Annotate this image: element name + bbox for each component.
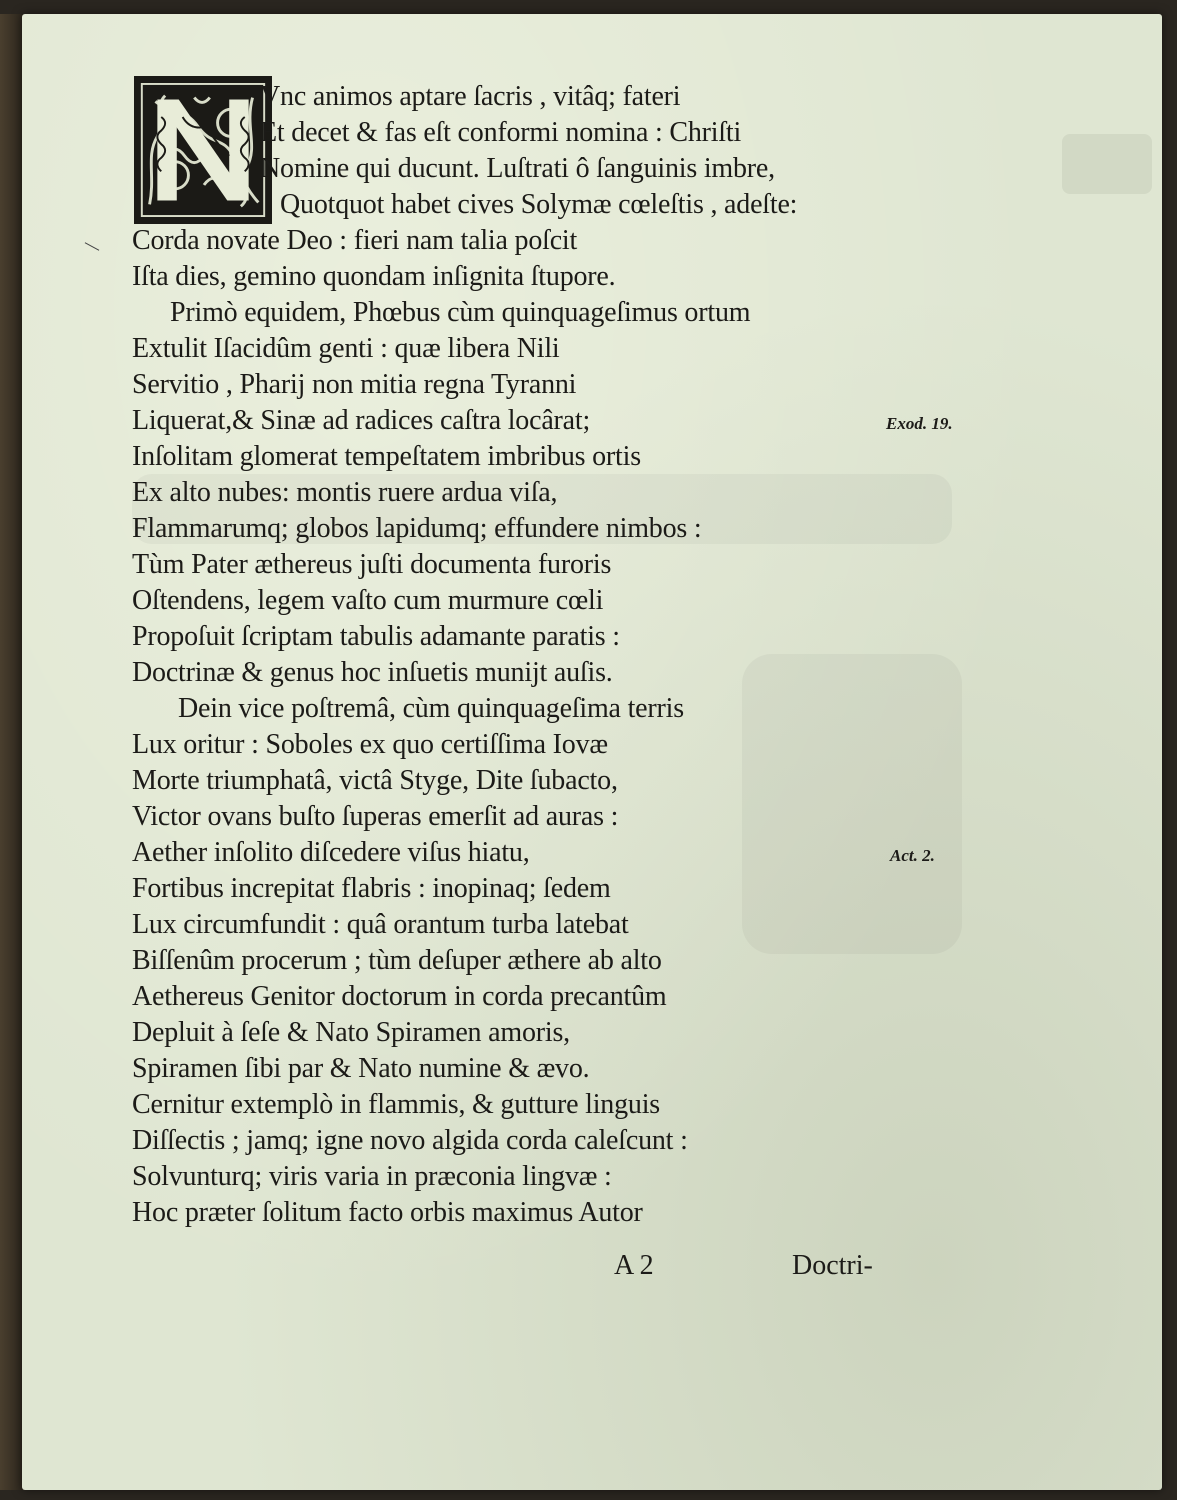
verse-line-13: Flammarumq; globos lapidumq; effundere nimbos : bbox=[132, 513, 702, 544]
ornamental-letter-n-icon bbox=[136, 78, 270, 222]
decorated-initial bbox=[134, 76, 272, 224]
verse-line-23: Fortibus increpitat flabris : inopinaq; ſedem bbox=[132, 873, 611, 904]
verse-line-27: Depluit à ſeſe & Nato Spiramen amoris, bbox=[132, 1017, 570, 1048]
verse-line-5: Corda novate Deo : fieri nam talia poſcit bbox=[132, 225, 578, 256]
verse-line-28: Spiramen ſibi par & Nato numine & ævo. bbox=[132, 1053, 590, 1084]
verse-line-2: Et decet & fas eſt conformi nomina : Chriſti bbox=[260, 117, 742, 148]
catchword: Doctri- bbox=[792, 1250, 873, 1281]
verse-line-17: Doctrinæ & genus hoc inſuetis munijt auſis. bbox=[132, 657, 613, 688]
margin-note-acts: Act. 2. bbox=[890, 846, 935, 865]
verse-line-6: Iſta dies, gemino quondam inſignita ſtupore. bbox=[132, 261, 616, 292]
verse-line-7: Primò equidem, Phœbus cùm quinquageſimus ortum bbox=[170, 297, 751, 328]
verse-line-32: Hoc præter ſolitum facto orbis maximus Autor bbox=[132, 1197, 643, 1228]
verse-line-21: Victor ovans buſto ſuperas emerſit ad auras : bbox=[132, 801, 619, 832]
verse-line-20: Morte triumphatâ, victâ Styge, Dite ſubacto, bbox=[132, 765, 618, 796]
verse-line-30: Diſſectis ; jamq; igne novo algida corda caleſcunt : bbox=[132, 1125, 688, 1156]
verse-line-14: Tùm Pater æthereus juſti documenta furoris bbox=[132, 549, 612, 580]
verse-line-26: Aethereus Genitor doctorum in corda precantûm bbox=[132, 981, 667, 1012]
margin-note-exodus: Exod. 19. bbox=[886, 414, 953, 433]
verse-line-22: Aether inſolito diſcedere viſus hiatu, bbox=[132, 837, 530, 868]
margin-pen-mark bbox=[85, 242, 100, 250]
verse-line-12: Ex alto nubes: montis ruere ardua viſa, bbox=[132, 477, 558, 508]
show-through-shadow bbox=[742, 654, 962, 954]
show-through-shadow bbox=[1062, 134, 1152, 194]
verse-line-1: Vnc animos aptare ſacris , vitâq; fateri bbox=[260, 81, 681, 112]
signature-mark: A 2 bbox=[614, 1250, 654, 1281]
verse-line-10: Liquerat,& Sinæ ad radices caſtra locârat; bbox=[132, 405, 591, 436]
verse-line-3: Nomine qui ducunt. Luſtrati ô ſanguinis imbre, bbox=[260, 153, 775, 184]
verse-line-9: Servitio , Pharij non mitia regna Tyranni bbox=[132, 369, 577, 400]
verse-line-4: Quotquot habet cives Solymæ cœleſtis , adeſte: bbox=[280, 189, 798, 220]
verse-line-8: Extulit Iſacidûm genti : quæ libera Nili bbox=[132, 333, 560, 364]
verse-line-18: Dein vice poſtremâ, cùm quinquageſima terris bbox=[178, 693, 684, 724]
book-gutter-edge bbox=[0, 14, 24, 1490]
verse-line-25: Biſſenûm procerum ; tùm deſuper æthere ab alto bbox=[132, 945, 662, 976]
verse-line-29: Cernitur extemplò in flammis, & gutture linguis bbox=[132, 1089, 660, 1120]
verse-line-24: Lux circumfundit : quâ orantum turba latebat bbox=[132, 909, 629, 940]
book-page bbox=[22, 14, 1162, 1490]
verse-line-11: Inſolitam glomerat tempeſtatem imbribus ortis bbox=[132, 441, 641, 472]
verse-line-19: Lux oritur : Soboles ex quo certiſſima Iovæ bbox=[132, 729, 608, 760]
verse-line-16: Propoſuit ſcriptam tabulis adamante paratis : bbox=[132, 621, 620, 652]
verse-line-15: Oſtendens, legem vaſto cum murmure cœli bbox=[132, 585, 604, 616]
verse-line-31: Solvunturq; viris varia in præconia lingvæ : bbox=[132, 1161, 612, 1192]
